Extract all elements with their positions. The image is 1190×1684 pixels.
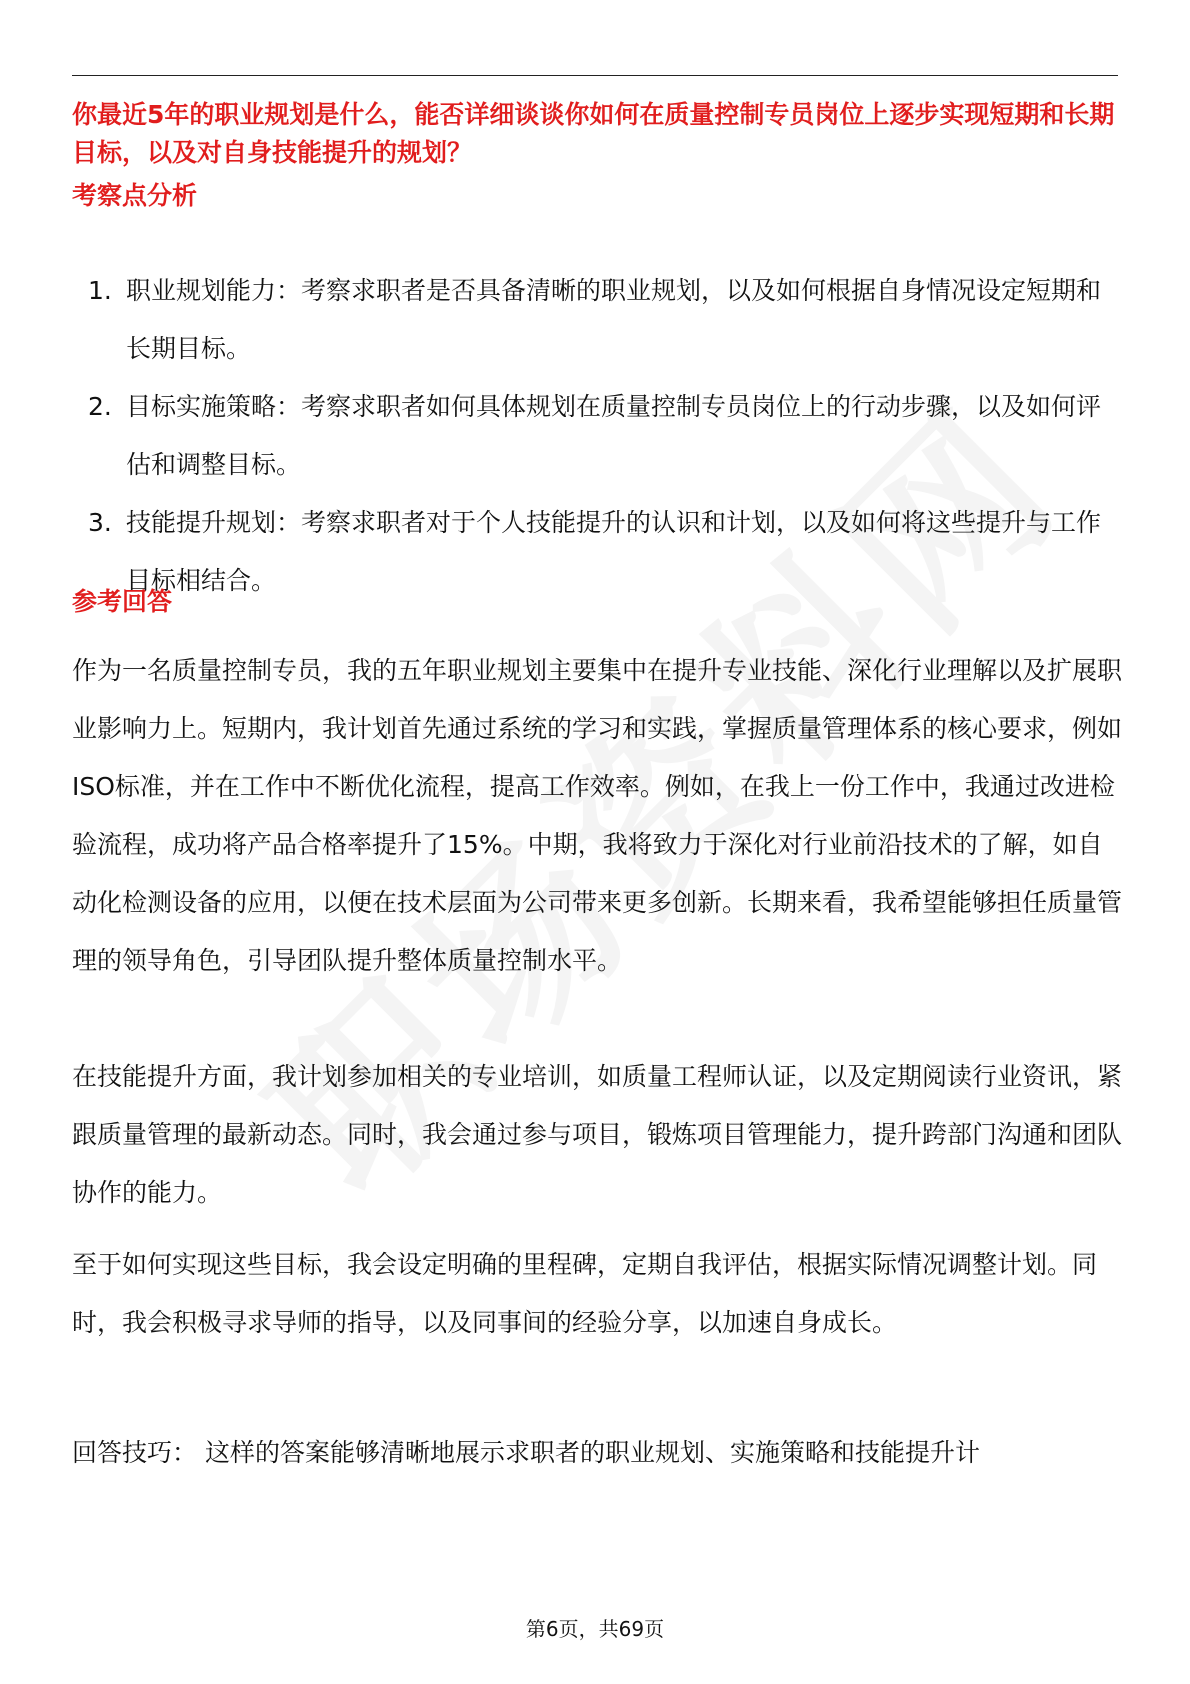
analysis-list — [88, 262, 1118, 610]
answer-paragraph-3: 至于如何实现这些目标，我会设定明确的里程碑，定期自我评估，根据实际情况调整计划。同时，我会积极寻求导师的指导，以及同事间的经验分享，以加速自身成长。 — [72, 1250, 1098, 1337]
top-rule — [72, 75, 1118, 76]
analysis-item — [88, 378, 1118, 494]
answer-tips: 回答技巧： 这样的答案能够清晰地展示求职者的职业规划、实施策略和技能提升计 — [72, 1438, 980, 1467]
list-item-text: 目标实施策略：考察求职者如何具体规划在质量控制专员岗位上的行动步骤，以及如何评估和调整目标。 — [126, 392, 1102, 479]
analysis-item — [88, 494, 1118, 610]
answer-paragraph-2: 在技能提升方面，我计划参加相关的专业培训，如质量工程师认证，以及定期阅读行业资讯，紧跟质量管理的最新动态。同时，我会通过参与项目，锻炼项目管理能力，提升跨部门沟通和团队协作的能力。 — [72, 1062, 1123, 1207]
page-footer: 第6页，共69页 — [525, 1617, 665, 1641]
analysis-heading: 考察点分析 — [72, 181, 198, 210]
list-number: 3. — [88, 508, 112, 537]
list-number: 1. — [88, 276, 112, 305]
list-item-text: 技能提升规划：考察求职者对于个人技能提升的认识和计划，以及如何将这些提升与工作目标相结合。 — [126, 508, 1102, 595]
list-item-text: 职业规划能力：考察求职者是否具备清晰的职业规划，以及如何根据自身情况设定短期和长期目标。 — [126, 276, 1102, 363]
analysis-item — [88, 262, 1118, 378]
question-title: 你最近5年的职业规划是什么，能否详细谈谈你如何在质量控制专员岗位上逐步实现短期和长期目标，以及对自身技能提升的规划？ — [72, 100, 1115, 167]
list-number: 2. — [88, 392, 112, 421]
answer-heading: 参考回答 — [72, 587, 173, 616]
answer-paragraph-1: 作为一名质量控制专员，我的五年职业规划主要集中在提升专业技能、深化行业理解以及扩展职业影响力上。短期内，我计划首先通过系统的学习和实践，掌握质量管理体系的核心要求，例如ISO标准，并在工作中不断优化流程，提高工作效率。例如，在我上一份工作中，我通过改进检验流程，成功将产品合格率提升了15%。中期，我将致力于深化对行业前沿技术的了解，如自动化检测设备的应用，以便在技术层面为公司带来更多创新。长期来看，我希望能够担任质量管理的领导角色，引导团队提升整体质量控制水平。 — [72, 656, 1123, 975]
